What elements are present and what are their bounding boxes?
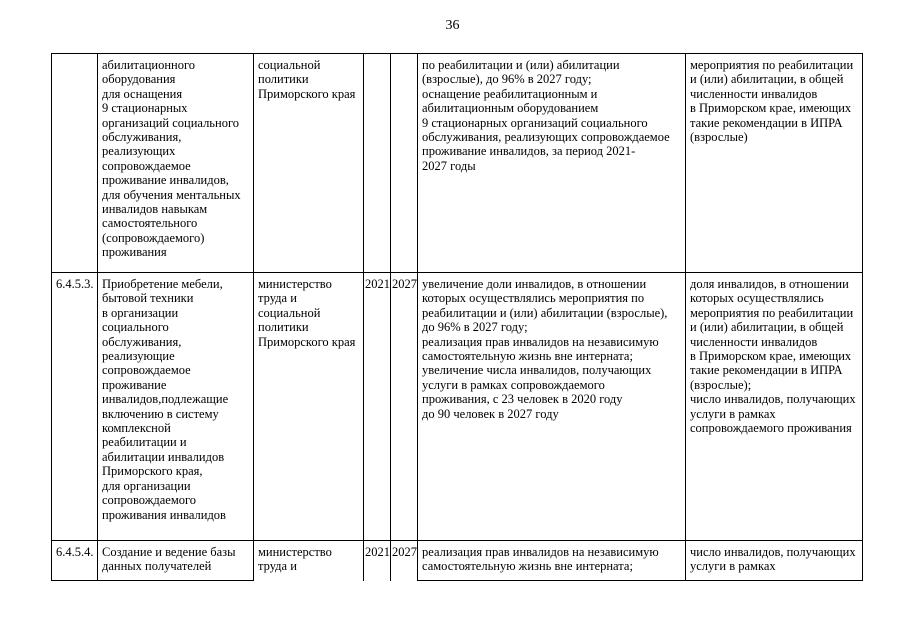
end-year: 2027 bbox=[391, 273, 418, 541]
table-row bbox=[52, 541, 863, 581]
executor: министерство труда и bbox=[254, 541, 364, 581]
page-number: 36 bbox=[445, 18, 460, 33]
measures-table bbox=[51, 53, 863, 581]
expected-result: реализация прав инвалидов на независимую самостоятельную жизнь вне интерната; bbox=[418, 541, 686, 581]
indicator: мероприятия по реабилитации и (или) абилитации, в общей численности инвалидов в Приморском крае, имеющих такие рекомендации в ИПРА (взрослые) bbox=[686, 54, 863, 273]
measure-name: Приобретение мебели, бытовой техники в организации социального обслуживания, реализующие сопровождаемое проживание инвалидов,подлежащие включению в систему комплексной реабилитации и абилитации инвалидов Приморского края, для организации сопровождаемого проживания инвалидов bbox=[98, 273, 254, 541]
start-year: 2021 bbox=[364, 541, 391, 581]
table-row bbox=[52, 273, 863, 541]
indicator: число инвалидов, получающих услуги в рамках bbox=[686, 541, 863, 581]
row-number: 6.4.5.4. bbox=[52, 541, 98, 581]
executor: социальной политики Приморского края bbox=[254, 54, 364, 273]
expected-result: увеличение доли инвалидов, в отношении которых осуществлялись мероприятия по реабилитации и (или) абилитации (взрослые), до 96% в 2027 году; реализация прав инвалидов на независимую самостоятельную жизнь вне интерната; увеличение числа инвалидов, получающих услуги в рамках сопровождаемого проживания, с 23 человек в 2020 году до 90 человек в 2027 году bbox=[418, 273, 686, 541]
measure-name: абилитационного оборудования для оснащения 9 стационарных организаций социального обслуживания, реализующих сопровождаемое проживание инвалидов, для обучения ментальных инвалидов навыкам самостоятельного (сопровождаемого) проживания bbox=[98, 54, 254, 273]
table-row bbox=[52, 54, 863, 273]
end-year: 2027 bbox=[391, 541, 418, 581]
end-year bbox=[391, 54, 418, 273]
row-number bbox=[52, 54, 98, 273]
measure-name: Создание и ведение базы данных получателей bbox=[98, 541, 254, 581]
start-year bbox=[364, 54, 391, 273]
start-year: 2021 bbox=[364, 273, 391, 541]
executor: министерство труда и социальной политики Приморского края bbox=[254, 273, 364, 541]
indicator: доля инвалидов, в отношении которых осуществлялись мероприятия по реабилитации и (или) абилитации, в общей численности инвалидов в Приморском крае, имеющих такие рекомендации в ИПРА (взрослые); число инвалидов, получающих услуги в рамках сопровождаемого проживания bbox=[686, 273, 863, 541]
expected-result: по реабилитации и (или) абилитации (взрослые), до 96% в 2027 году; оснащение реабилитационным и абилитационным оборудованием 9 стационарных организаций социального обслуживания, реализующих сопровождаемое проживание инвалидов, за период 2021- 2027 годы bbox=[418, 54, 686, 273]
row-number: 6.4.5.3. bbox=[52, 273, 98, 541]
